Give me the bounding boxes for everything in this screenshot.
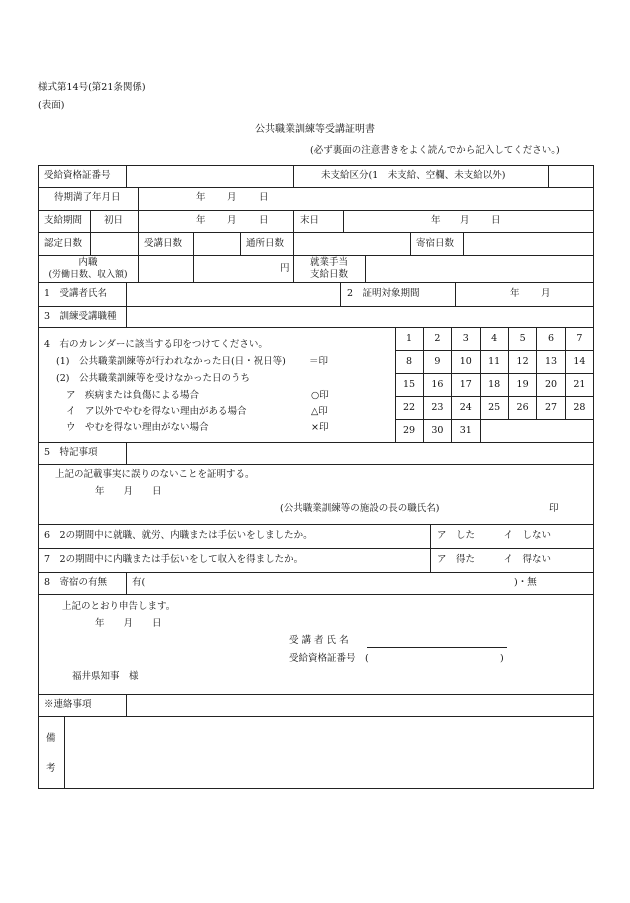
q6-question: 6 2の期間中に就職、就労、内職または手伝いをしましたか。: [44, 530, 313, 541]
calendar-day[interactable]: 19: [516, 379, 529, 390]
waiting-year: 年: [196, 192, 206, 203]
side-job-sub-label: (労働日数、収入額): [48, 270, 128, 280]
calendar-day[interactable]: 3: [462, 333, 469, 344]
calendar-day[interactable]: 27: [544, 402, 558, 413]
last-month: 月: [460, 215, 470, 226]
payment-category-label: 未支給区分(1 未支給、空欄、未支給以外): [321, 170, 506, 181]
calendar-day[interactable]: 4: [491, 333, 498, 344]
calendar-day[interactable]: 9: [434, 356, 441, 367]
calendar-day[interactable]: 14: [573, 356, 586, 367]
calendar-day[interactable]: 26: [516, 402, 529, 413]
special-notes-field[interactable]: [127, 443, 593, 464]
calendar-day[interactable]: 5: [519, 333, 526, 344]
calendar-day[interactable]: 10: [459, 356, 472, 367]
commute-days-label: 通所日数: [246, 238, 285, 249]
calendar-day[interactable]: 28: [573, 402, 586, 413]
declarant-cert-label: 受給資格証番号 (: [289, 653, 369, 664]
calendar-day[interactable]: 6: [547, 333, 555, 344]
certification-statement: 上記の記載事実に誤りのないことを証明する。: [55, 469, 255, 480]
employment-allowance-sub-label: 支給日数: [309, 269, 348, 280]
calendar-item-u: ウ やむを得ない理由がない場合: [66, 422, 209, 433]
calendar-day[interactable]: 30: [431, 425, 444, 436]
addressee: 福井県知事 様: [72, 671, 139, 682]
calendar-day[interactable]: 7: [576, 333, 583, 344]
side-job-label: 内職: [78, 257, 98, 268]
employment-allowance-label: 就業手当: [309, 257, 348, 268]
payment-period-label: 支給期間: [44, 215, 83, 226]
training-course-field[interactable]: [127, 307, 593, 327]
yen-unit: 円: [280, 263, 290, 274]
contact-field[interactable]: [127, 695, 593, 716]
seal-mark: 印: [549, 503, 559, 514]
certification-date: 年 月 日: [95, 486, 162, 497]
calendar-day[interactable]: 18: [488, 379, 501, 390]
cert-number-field[interactable]: [127, 166, 293, 187]
calendar-item-2: (2) 公共職業訓練等を受けなかった日のうち: [56, 373, 250, 384]
calendar-item-1-mark: ＝印: [309, 356, 329, 367]
q7-answer-options[interactable]: ア 得た イ 得ない: [437, 554, 552, 565]
calendar-day[interactable]: 13: [544, 356, 558, 367]
calendar-item-u-mark: ×印: [311, 422, 329, 433]
remarks-label-1: 備: [46, 733, 56, 744]
waiting-month: 月: [227, 192, 237, 203]
declaration-statement: 上記のとおり申告します。: [62, 601, 176, 612]
cert-number-label: 受給資格証番号: [44, 170, 111, 181]
calendar-day[interactable]: 17: [459, 379, 472, 390]
declarant-name-label: 受 講 者 氏 名: [289, 635, 349, 646]
calendar-item-a-mark: ○印: [311, 390, 329, 401]
calendar-day[interactable]: 31: [459, 425, 472, 436]
q7-question: 7 2の期間中に内職または手伝いをして収入を得ましたか。: [44, 554, 304, 565]
calendar-day[interactable]: 23: [431, 402, 444, 413]
q6-answer-options[interactable]: ア した イ しない: [437, 530, 552, 541]
last-day-label: 末日: [300, 215, 320, 226]
form-number: 様式第14号(第21条関係): [38, 82, 146, 93]
cert-period-year: 年: [510, 288, 520, 299]
attended-days-label: 受講日数: [144, 238, 183, 249]
remarks-label-2: 考: [46, 763, 56, 774]
cert-period-label: 2 証明対象期間: [347, 288, 420, 299]
facility-head-label: (公共職業訓練等の施設の長の職氏名): [280, 503, 440, 514]
declaration-date: 年 月 日: [95, 618, 162, 629]
calendar-day[interactable]: 15: [402, 379, 416, 390]
lodging-days-label: 寄宿日数: [416, 238, 455, 249]
remarks-field[interactable]: [65, 717, 593, 788]
calendar-day[interactable]: 20: [544, 379, 558, 390]
calendar-day[interactable]: 21: [573, 379, 586, 390]
lodging-no[interactable]: )・無: [514, 577, 537, 588]
trainee-name-label: 1 受講者氏名: [44, 288, 108, 299]
cert-period-month: 月: [541, 288, 551, 299]
lodging-yes[interactable]: 有(: [132, 577, 146, 588]
calendar-day[interactable]: 11: [488, 356, 501, 367]
calendar-item-1: (1) 公共職業訓練等が行われなかった日(日・祝日等): [56, 356, 286, 367]
calendar-day[interactable]: 29: [402, 425, 416, 436]
waiting-day: 日: [259, 192, 269, 203]
calendar-day[interactable]: 25: [488, 402, 501, 413]
calendar-day[interactable]: 16: [431, 379, 444, 390]
calendar-day[interactable]: 12: [516, 356, 529, 367]
page-side-label: (表面): [38, 100, 65, 111]
calendar-item-i-mark: △印: [311, 406, 328, 417]
waiting-end-date-label: 待期満了年月日: [54, 192, 121, 203]
last-year: 年: [431, 215, 441, 226]
calendar-day[interactable]: 22: [402, 402, 416, 413]
payment-category-field[interactable]: [549, 166, 593, 187]
training-course-label: 3 訓練受講職種: [44, 311, 117, 322]
calendar-day[interactable]: 24: [459, 402, 472, 413]
approved-days-label: 認定日数: [44, 238, 83, 249]
page-title: 公共職業訓練等受講証明書: [255, 124, 375, 135]
notice-text: (必ず裏面の注意書きをよく読んでから記入してください。): [310, 145, 560, 156]
first-month: 月: [227, 215, 237, 226]
lodging-label: 8 寄宿の有無: [44, 577, 108, 588]
trainee-name-field[interactable]: [127, 283, 340, 306]
calendar-day[interactable]: 8: [405, 356, 413, 367]
declarant-name-line[interactable]: [367, 647, 507, 648]
calendar-instruction: 4 右のカレンダーに該当する印をつけてください。: [44, 339, 268, 350]
calendar-day[interactable]: 2: [434, 333, 441, 344]
first-day: 日: [259, 215, 269, 226]
declarant-cert-close: ): [500, 653, 504, 664]
contact-label: ※連絡事項: [44, 699, 92, 710]
last-day: 日: [491, 215, 501, 226]
calendar-item-i: イ ア以外でやむを得ない理由がある場合: [66, 406, 247, 417]
calendar-day[interactable]: 1: [405, 333, 413, 344]
first-year: 年: [196, 215, 206, 226]
special-notes-label: 5 特記事項: [44, 447, 98, 458]
calendar-item-a: ア 疾病または負傷による場合: [66, 390, 200, 401]
first-day-label: 初日: [104, 215, 124, 226]
